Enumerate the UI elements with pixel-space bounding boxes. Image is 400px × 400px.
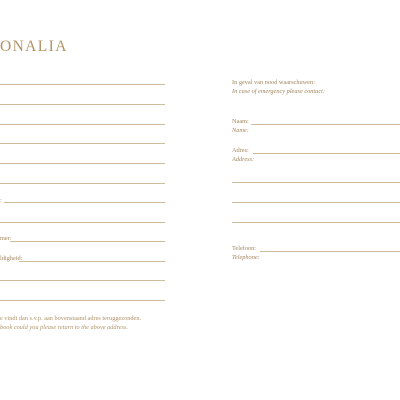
form-line [0, 163, 165, 164]
form-line [0, 84, 165, 85]
left-field-label-3: ldigheid: [0, 255, 23, 262]
form-line [19, 261, 165, 262]
emergency-heading-dutch: In geval van nood waarschuwen: [232, 79, 315, 86]
name-label-english: Name: [232, 127, 249, 134]
address-line-2 [232, 182, 400, 183]
address-label-english: Address: [232, 156, 255, 163]
form-line [0, 104, 165, 105]
name-label-dutch: Naam: [232, 118, 249, 125]
emergency-heading-english: In case of emergency please contact: [232, 88, 325, 95]
name-line [251, 124, 400, 125]
form-line [0, 300, 165, 301]
form-line [0, 222, 165, 223]
address-line [253, 153, 400, 154]
form-line [0, 124, 165, 125]
address-label-dutch: Adres: [232, 147, 249, 154]
form-line [0, 183, 165, 184]
form-line [4, 202, 165, 203]
address-line-3 [232, 202, 400, 203]
address-line-4 [232, 222, 400, 223]
phone-label-dutch: Telefoon: [232, 245, 257, 252]
left-field-label-1: : [0, 197, 2, 204]
page-title: ONALIA [0, 38, 68, 55]
phone-line [260, 251, 400, 252]
form-line [10, 241, 165, 242]
phone-label-english: Telephone: [232, 254, 260, 261]
form-line [0, 280, 165, 281]
return-note-dutch: e vindt dan s.v.p. aan bovenstaand adres teruggezonden. [0, 315, 142, 322]
return-note-english: book could you please return to the above address. [0, 324, 129, 331]
left-field-label-2: mer: [0, 235, 12, 242]
form-line [0, 143, 165, 144]
